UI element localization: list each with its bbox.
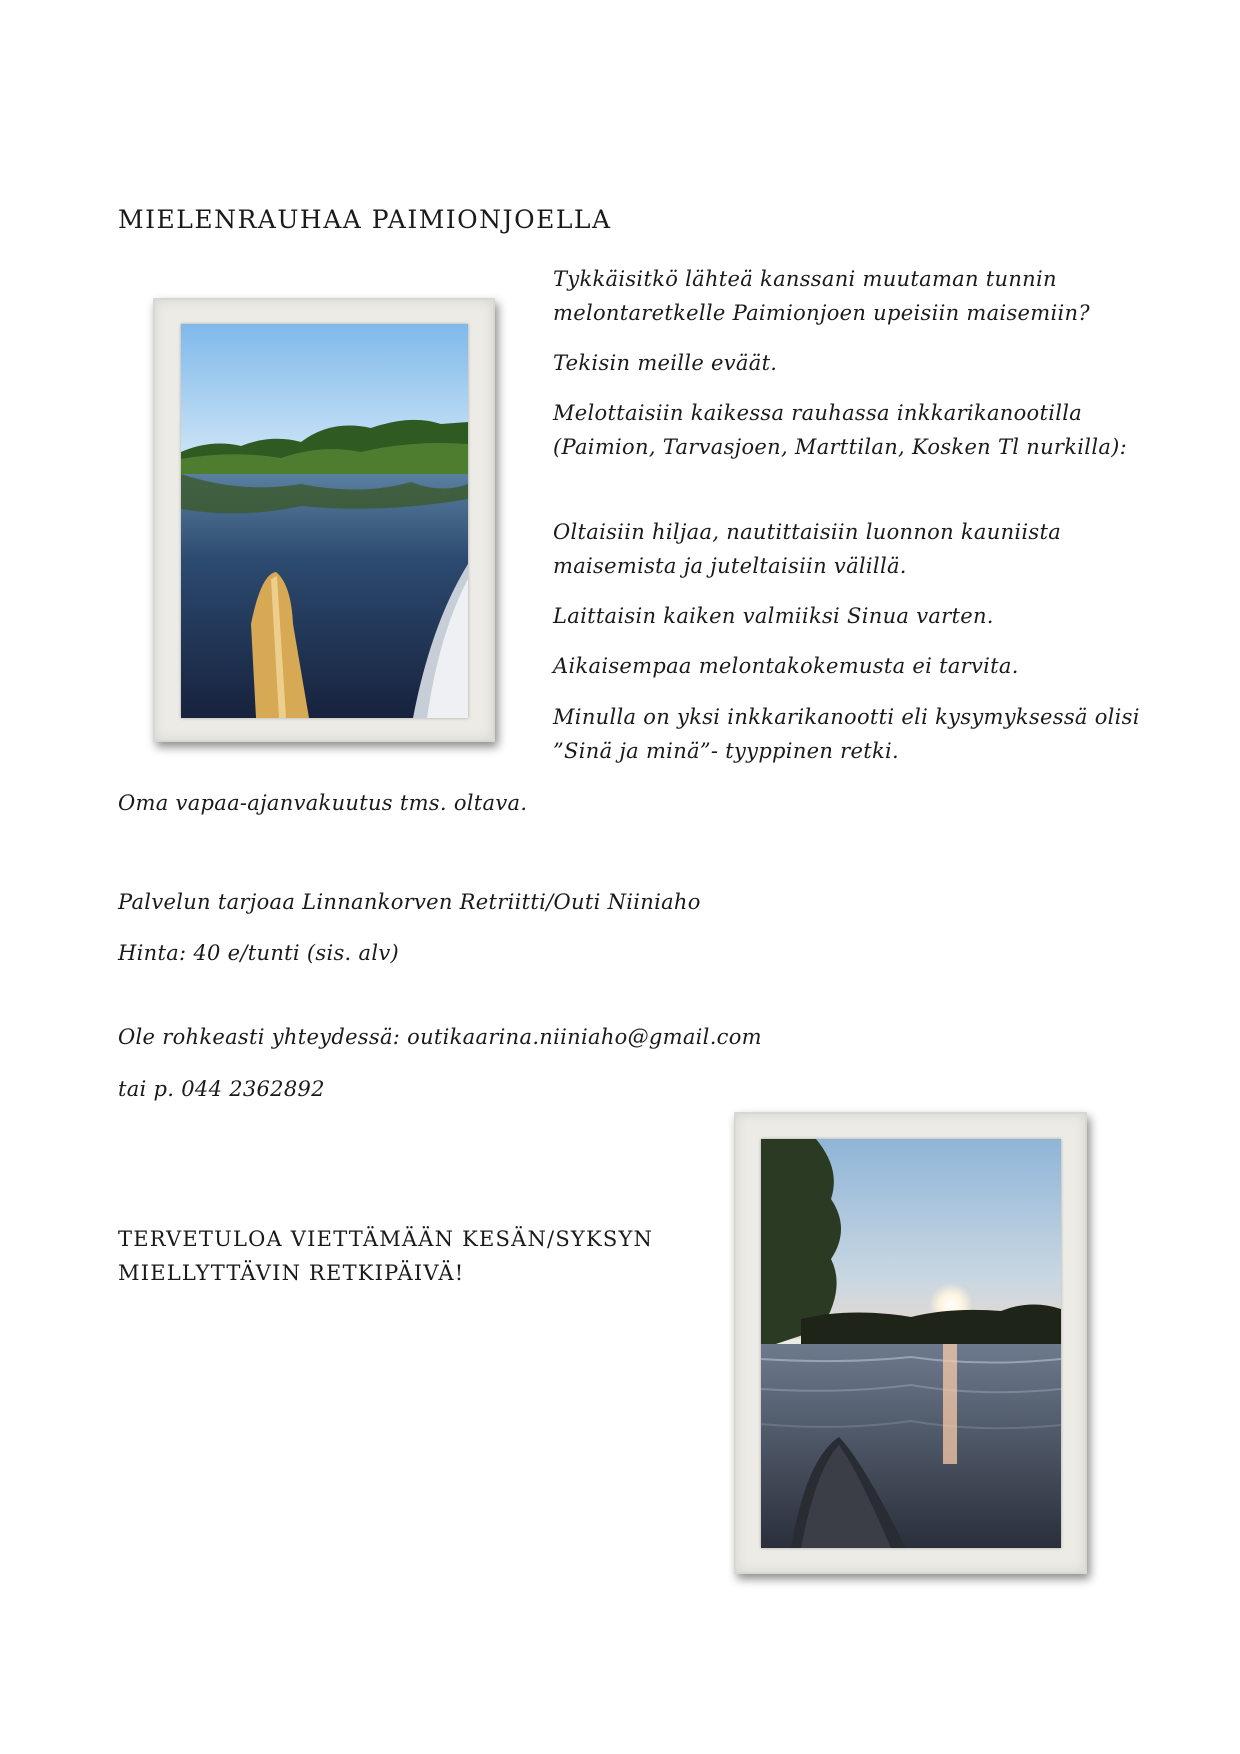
insurance-note: Oma vapaa-ajanvakuutus tms. oltava. [118,791,528,815]
intro-paragraph-6: Aikaisempaa melontakokemusta ei tarvita. [553,654,1019,678]
welcome-line-1: TERVETULOA VIETTÄMÄÄN KESÄN/SYKSYN [118,1227,654,1251]
intro-paragraph-7: Minulla on yksi inkkarikanootti eli kysymyksessä olisi ”Sinä ja minä”- tyyppinen retki. [553,705,1140,763]
intro-paragraph-2: Tekisin meille eväät. [553,351,778,375]
page-title: MIELENRAUHAA PAIMIONJOELLA [118,205,612,234]
intro-paragraph-5: Laittaisin kaiken valmiiksi Sinua varten. [553,604,994,628]
welcome-heading [118,1222,653,1290]
intro-paragraph-3: Melottaisiin kaikessa rauhassa inkkarikanootilla (Paimion, Tarvasjoen, Marttilan, Kosken Tl nurkilla): [553,401,1128,459]
welcome-line-2: MIELLYTTÄVIN RETKIPÄIVÄ! [118,1261,465,1285]
intro-paragraph-1: Tykkäisitkö lähteä kanssani muutaman tunnin melontaretkelle Paimionjoen upeisiin maisemiin? [553,267,1090,325]
sunset-canoe-photo [761,1139,1061,1548]
river-paddle-photo [181,324,468,718]
provider-line: Palvelun tarjoaa Linnankorven Retriitti/Outi Niiniaho [118,890,701,914]
price-line: Hinta: 40 e/tunti (sis. alv) [118,941,399,965]
contact-email-line: Ole rohkeasti yhteydessä: outikaarina.niiniaho@gmail.com [118,1025,762,1049]
contact-phone-line: tai p. 044 2362892 [118,1077,325,1101]
intro-paragraph-4: Oltaisiin hiljaa, nautittaisiin luonnon kauniista maisemista ja juteltaisiin välillä. [553,520,1062,578]
